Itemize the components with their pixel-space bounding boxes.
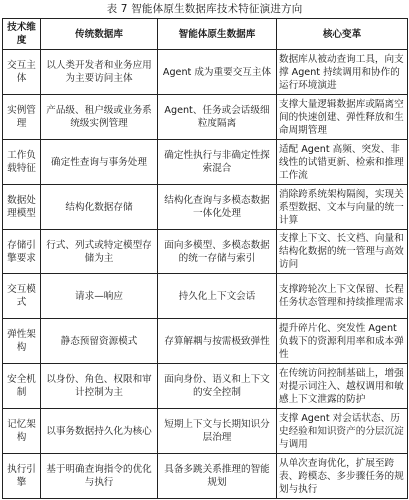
agent-native-cell: 面向多模型、多模态数据的统一存储与索引 [158,230,277,274]
traditional-cell: 基于明确查询指令的优化与执行 [41,454,158,499]
table-row [3,454,408,499]
header-dimension: 技术维度 [3,19,41,50]
dimension-cell: 实例管理 [3,95,41,140]
agent-native-cell: Agent 成为重要交互主体 [158,50,277,95]
table-caption: 表 7 智能体原生数据库技术特征演进方向 [106,3,303,15]
core-change-cell: 消除跨系统架构隔阂，实现关系型数据、文本与向量的统一计算 [277,185,408,230]
table-row [3,319,408,364]
agent-native-cell: 短期上下文与长期知识分层治理 [158,409,277,454]
dimension-cell: 存储引擎要求 [3,230,41,274]
table-row [3,185,408,230]
agent-native-cell: Agent、任务或会话级细粒度隔离 [158,95,277,140]
traditional-cell: 结构化数据存储 [41,185,158,230]
core-change-cell: 支撑跨轮次上下文保留、长程任务状态管理和持续推理需求 [277,274,408,319]
agent-native-cell: 持久化上下文会话 [158,274,277,319]
feature-table [2,18,408,499]
core-change-cell: 支撑 Agent 对会话状态、历史经验和知识资产的分层沉淀与调用 [277,409,408,454]
traditional-cell: 产品级、租户级或业务系统级实例管理 [41,95,158,140]
agent-native-cell: 具备多跳关系推理的智能规划 [158,454,277,499]
dimension-cell: 交互主体 [3,50,41,95]
table-row [3,274,408,319]
traditional-cell: 以人类开发者和业务应用为主要访问主体 [41,50,158,95]
header-agent-native-db: 智能体原生数据库 [158,19,277,50]
dimension-cell: 安全机制 [3,364,41,409]
table-row [3,409,408,454]
traditional-cell: 以身份、角色、权限和审计控制为主 [41,364,158,409]
agent-native-cell: 结构化查询与多模态数据一体化处理 [158,185,277,230]
header-core-change: 核心变革 [277,19,408,50]
traditional-cell: 行式、列式或特定模型存储为主 [41,230,158,274]
table-row [3,50,408,95]
agent-native-cell: 存算解耦与按需极致弹性 [158,319,277,364]
header-traditional-db: 传统数据库 [41,19,158,50]
header-row [3,19,408,50]
dimension-cell: 记忆架构 [3,409,41,454]
traditional-cell: 请求—响应 [41,274,158,319]
dimension-cell: 工作负载特征 [3,140,41,185]
dimension-cell: 交互模式 [3,274,41,319]
core-change-cell: 适配 Agent 高频、突发、非线性的试错更新、检索和推理工作流 [277,140,408,185]
agent-native-cell: 确定性执行与非确定性探索混合 [158,140,277,185]
core-change-cell: 支撑大量逻辑数据库或隔离空间的快速创建、弹性释放和生命周期管理 [277,95,408,140]
dimension-cell: 执行引擎 [3,454,41,499]
table-row [3,230,408,274]
table-row [3,95,408,140]
core-change-cell: 数据库从被动查询工具，向支撑 Agent 持续调用和协作的运行环境演进 [277,50,408,95]
traditional-cell: 静态预留资源模式 [41,319,158,364]
core-change-cell: 从单次查询优化，扩展至跨表、跨模态、多步骤任务的规划与执行 [277,454,408,499]
core-change-cell: 提升碎片化、突发性 Agent 负载下的资源利用率和成本弹性 [277,319,408,364]
agent-native-cell: 面向身份、语义和上下文的安全控制 [158,364,277,409]
traditional-cell: 确定性查询与事务处理 [41,140,158,185]
core-change-cell: 在传统访问控制基础上，增强对提示词注入、越权调用和敏感上下文泄露的防护 [277,364,408,409]
traditional-cell: 以事务数据持久化为核心 [41,409,158,454]
dimension-cell: 数据处理模型 [3,185,41,230]
dimension-cell: 弹性架构 [3,319,41,364]
core-change-cell: 支撑上下文、长文档、向量和结构化数据的统一管理与高效访问 [277,230,408,274]
table-row [3,364,408,409]
table-row [3,140,408,185]
